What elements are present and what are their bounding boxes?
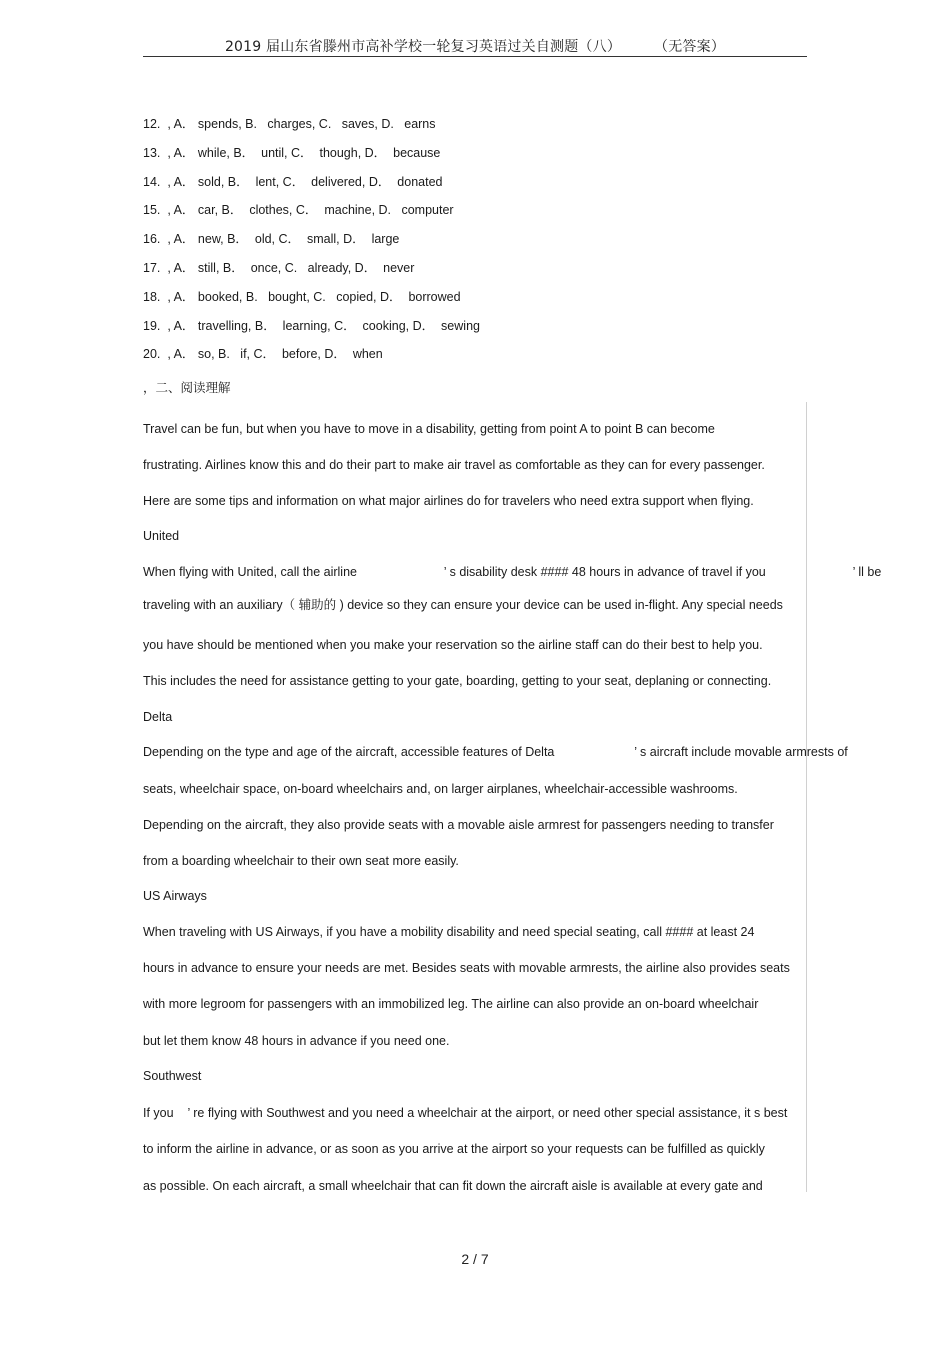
option-row: 12. , A． spends, B. charges, C. saves, D. earns — [143, 117, 436, 131]
passage-line: This includes the need for assistance getting to your gate, boarding, getting to your seat, deplaning or connecting. — [143, 674, 772, 688]
answer-options — [143, 113, 743, 372]
page-number: 2 / 7 — [461, 1251, 489, 1267]
passage-line: When traveling with US Airways, if you have a mobility disability and need special seating, call #### at least 24 — [143, 925, 755, 939]
passage-line: you have should be mentioned when you make your reservation so the airline staff can do their best to help you. — [143, 638, 763, 652]
passage-line: Travel can be fun, but when you have to move in a disability, getting from point A to point B can become — [143, 422, 715, 436]
passage-line: with more legroom for passengers with an immobilized leg. The airline can also provide an on-board wheelchair — [143, 997, 759, 1011]
airline-heading-united: United — [143, 529, 180, 543]
option-row: 13. , A． while, B． until, C． though, D． because — [143, 145, 441, 160]
header-note: （无答案） — [661, 39, 726, 55]
passage-line: If you ’ re flying with Southwest and you need a wheelchair at the airport, or need other special assistance, it s best — [143, 1106, 788, 1120]
passage-line: as possible. On each aircraft, a small wheelchair that can fit down the aircraft aisle is available at every gate and — [143, 1179, 763, 1193]
airline-heading-southwest: Southwest — [143, 1069, 202, 1083]
header-title: 2019 届山东省滕州市高补学校一轮复习英语过关自测题（八） — [224, 39, 622, 55]
passage-line: When flying with United, call the airline ’ s disability desk #### 48 hours in advance of travel if you ’ ll be — [143, 565, 882, 579]
option-row: 17. , A． still, B． once, C. already, D． never — [143, 260, 415, 275]
option-row: 15. , A． car, B． clothes, C． machine, D. computer — [143, 203, 454, 218]
passage-line: Depending on the type and age of the aircraft, accessible features of Delta ’ s aircraft include movable armrests of — [143, 745, 848, 759]
passage-line: Here are some tips and information on what major airlines do for travelers who need extra support when flying. — [143, 494, 754, 508]
passage-line: seats, wheelchair space, on-board wheelchairs and, on larger airplanes, wheelchair-accessible washrooms. — [143, 782, 738, 796]
passage-line: Depending on the aircraft, they also provide seats with a movable aisle armrest for passengers needing to transfer — [143, 818, 774, 832]
airline-heading-delta: Delta — [143, 710, 173, 724]
page-header — [143, 36, 807, 57]
passage-line: frustrating. Airlines know this and do their part to make air travel as comfortable as they can for every passenger. — [143, 458, 765, 472]
airline-heading-us-airways: US Airways — [143, 889, 207, 903]
margin-rule — [806, 402, 807, 1192]
passage-line: hours in advance to ensure your needs are met. Besides seats with movable armrests, the airline also provides seats — [143, 961, 790, 975]
passage-line: traveling with an auxiliary（ 辅助的 ) device so they can ensure your device can be used in-flight. Any special needs — [143, 598, 783, 612]
passage-line: from a boarding wheelchair to their own seat more easily. — [143, 854, 459, 868]
option-row: 16. , A． new, B． old, C． small, D． large — [143, 232, 400, 247]
option-row: 19. , A． travelling, B． learning, C． cooking, D． sewing — [143, 318, 480, 333]
option-row: 20. , A． so, B. if, C． before, D． when — [143, 347, 383, 362]
passage-line: to inform the airline in advance, or as soon as you arrive at the airport so your requests can be fulfilled as quickly — [143, 1142, 765, 1156]
option-row: 18. , A． booked, B. bought, C. copied, D． borrowed — [143, 289, 461, 304]
option-row: 14. , A． sold, B． lent, C． delivered, D． donated — [143, 174, 443, 189]
passage-line: but let them know 48 hours in advance if you need one. — [143, 1034, 450, 1048]
section-title: ，二、阅读理解 — [143, 381, 231, 395]
